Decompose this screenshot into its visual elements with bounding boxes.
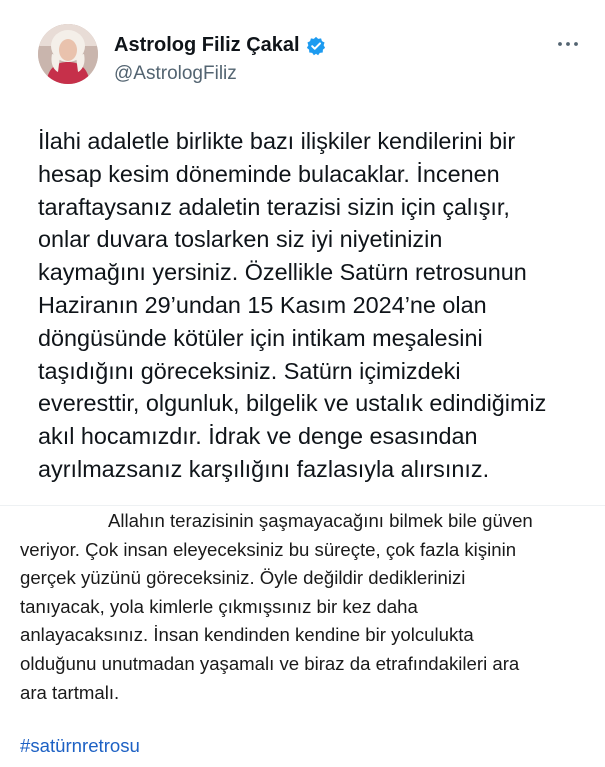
hashtag-link[interactable]: #satürnretrosu xyxy=(20,735,140,756)
avatar[interactable] xyxy=(38,24,98,84)
caption-line: olduğunu unutmadan yaşamalı ve biraz da etrafındakileri ara xyxy=(20,652,520,674)
caption-line: tanıyacak, yola kimlerle çıkmışsınız bir kez daha xyxy=(20,595,418,617)
tweet-text-line: ayrılmazsanız karşılığını fazlasıyla alırsınız. xyxy=(38,455,490,482)
author-row xyxy=(114,34,326,57)
divider xyxy=(0,505,605,506)
author-handle[interactable]: @AstrologFiliz xyxy=(114,63,237,84)
tweet-text-line: taşıdığını göreceksiniz. Satürn içimizdeki xyxy=(38,357,461,384)
more-options-icon[interactable] xyxy=(554,34,582,54)
tweet-text-line: akıl hocamızdır. İdrak ve denge esasından xyxy=(38,423,478,450)
tweet-header xyxy=(38,24,598,94)
tweet-text-line: döngüsünde kötüler için intikam meşalesini xyxy=(38,324,483,351)
tweet-text xyxy=(38,125,578,486)
tweet-text-line: taraftaysanız adaletin terazisi sizin için çalışır, xyxy=(38,193,510,220)
caption-line: Allahın terazisinin şaşmayacağını bilmek bile güven xyxy=(108,510,533,531)
verified-badge-icon xyxy=(306,36,326,56)
author-name[interactable]: Astrolog Filiz Çakal xyxy=(114,34,300,56)
tweet-text-line: everesttir, olgunluk, bilgelik ve ustalık edindiğimiz xyxy=(38,390,547,417)
tweet-text-line: hesap kesim döneminde bulacaklar. İncenen xyxy=(38,160,500,187)
caption-line: gerçek yüzünü göreceksiniz. Öyle değildir dediklerinizi xyxy=(20,567,466,589)
caption-line: veriyor. Çok insan eleyeceksiniz bu süreçte, çok fazla kişinin xyxy=(20,538,517,560)
tweet-text-line: Haziranın 29’undan 15 Kasım 2024’ne olan xyxy=(38,291,487,318)
caption-line: ara tartmalı. xyxy=(20,681,120,703)
caption-line: anlayacaksınız. İnsan kendinden kendine bir yolculukta xyxy=(20,624,474,646)
tweet-text-line: kaymağını yersiniz. Özellikle Satürn retrosunun xyxy=(38,259,527,286)
caption-text xyxy=(20,507,600,707)
avatar-image xyxy=(38,24,98,84)
tweet-text-line: onlar duvara toslarken siz iyi niyetinizin xyxy=(38,226,443,253)
tweet-text-line: İlahi adaletle birlikte bazı ilişkiler kendilerini bir xyxy=(38,128,516,154)
